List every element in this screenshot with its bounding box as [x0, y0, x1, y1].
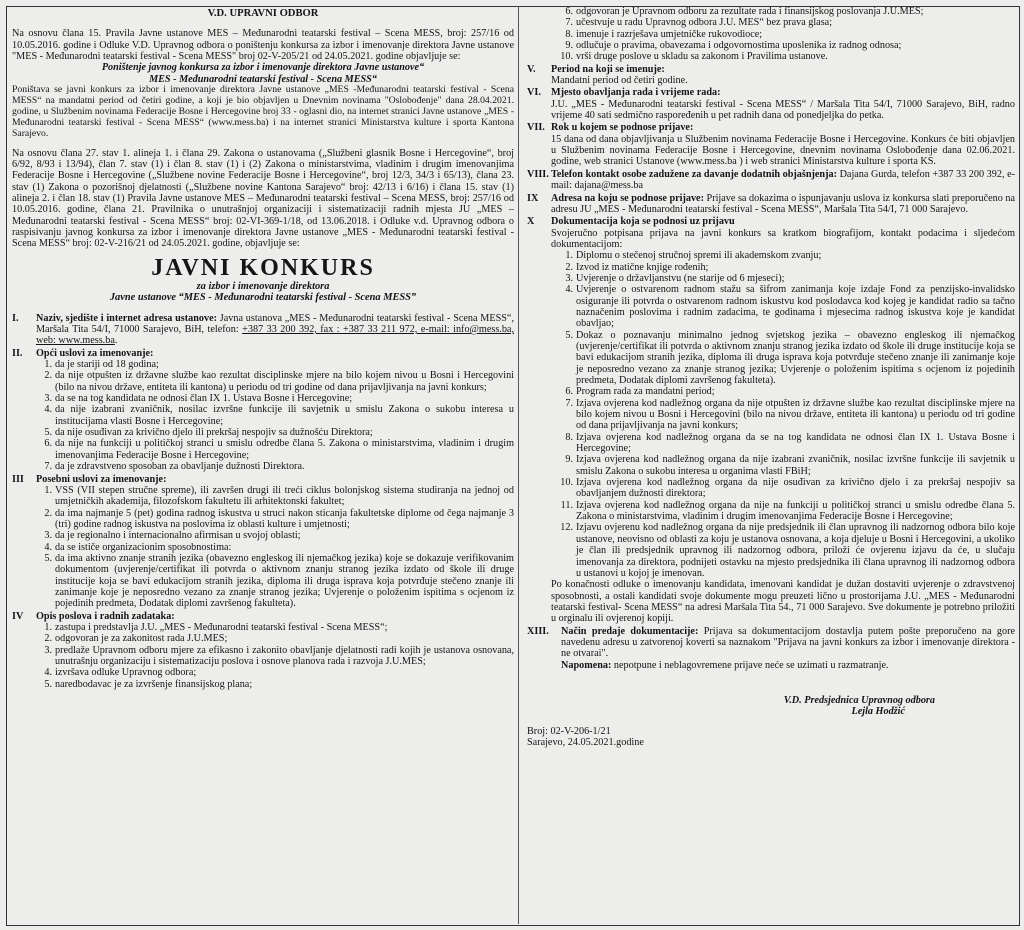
list-item — [551, 250, 1015, 261]
list-item-number: 12. — [560, 522, 573, 534]
list-item-text: Uvjerenje o državljanstvu (ne starije od 6 mjeseci); — [576, 272, 785, 284]
list-item-text: Program rada za mandatni period; — [576, 386, 715, 398]
list-item-number: 1. — [565, 250, 573, 262]
section-7 — [527, 122, 1015, 133]
list-item-number: 10. — [560, 477, 573, 489]
list-item-text: naredbodavac je za izvršenje finansijskog plana; — [55, 678, 253, 690]
section-10-final: Po konačnosti odluke o imenovanju kandidata, imenovani kandidat je dužan dostaviti uvjerenje o zdravstvenoj sposobnosti, a ostali kandidati svoje dokumente mogu preuzeti lično u prostorijama J.U. „MES - Međunarodni teatarski festival- Scena MESS“ na adresi Maršala Tita 54., 71 000 Sarajevo. Sve dokumente je potrebno priložiti u orginalu ili ovjerenoj kopiji. — [551, 579, 1015, 625]
list-item-number: 9. — [565, 40, 573, 52]
konkurs-subtitle-2: Javne ustanove “MES - Međunarodni teatarski festival - Scena MESS” — [109, 292, 417, 304]
list-item — [36, 359, 514, 370]
list-item — [36, 667, 514, 678]
list-item-text: učestvuje u radu Upravnog odbora J.U. MES“ bez prava glasa; — [576, 17, 833, 29]
list-item — [36, 542, 514, 553]
section-9-label: Adresa na koju se podnose prijave: — [551, 192, 704, 204]
list-item — [551, 330, 1015, 387]
list-item-number: 6. — [565, 386, 573, 398]
list-item-number: 2. — [565, 261, 573, 273]
section-4-list-continued — [527, 6, 1015, 63]
list-item-text: predlaže Upravnom odboru mjere za efikasno i zakonito obavljanje djelatnosti radi kojih je ustanova osnovana, unutrašnju organizaciju i sistematizaciju poslova i osnove planova rada i razvoja J.U.MES; — [55, 644, 514, 667]
list-item-text: Uvjerenje o ostvarenom radnom stažu sa šifrom zanimanja koje izdaje Fond za penzijsko-invalidsko osiguranje ili potvrda o ostvarenom radnom iskustvu kod poslodavca kod kojeg je kandidat radio sa tačno naznačenim poslovima i radnim zadacima, te godinama i mjesecima radnog iskustva koje je kandidat obavljao; — [576, 284, 1015, 330]
section-5-text: Mandatni period od četiri godine. — [551, 75, 688, 87]
section-1 — [12, 313, 514, 347]
section-10-list — [527, 250, 1015, 579]
list-item — [551, 477, 1015, 500]
section-1-end: . — [114, 335, 118, 347]
list-item-number: 8. — [565, 28, 573, 40]
section-1-text: Javna ustanova „MES - Međunarodni teatarski festival - Scena MESS“, Maršala Tita 54/I, 71000 Sarajevo, BiH, telefon: — [36, 312, 514, 336]
list-item-text: da ima najmanje 5 (pet) godina radnog iskustva u struci nakon sticanja fakultetske diplome od čega najmanje 3 (tri) godine radnog iskustva na poslovima iz oblasti kulture i umjetnosti; — [55, 507, 514, 530]
section-13-text: Prijava sa dokumentacijom dostavlja putem pošte preporučeno na gore navedenu adresu u zatvorenoj koverti sa naznakom "Prijava na javni konkurs za izbor i imenovanje direktora - ne otvarai". — [561, 625, 1015, 660]
left-column — [12, 0, 514, 930]
list-item-text: Izjava ovjerena kod nadležnog organa da se na tog kandidata ne odnosi član IX 1. Ustava Bosne i Hercegovine; — [576, 431, 1015, 455]
section-10-intro: Svojeručno potpisana prijava na javni konkurs sa kratkom biografijom, kontakt podacima i sljedećom dokumentacijom: — [551, 227, 1015, 250]
list-item-number: 6. — [44, 438, 52, 450]
section-13-label: Način predaje dokumentacije: — [561, 625, 699, 637]
section-9 — [527, 193, 1015, 216]
list-item-text: VSS (VII stepen stručne spreme), ili završen drugi ili treći ciklus bolonjskog sistema studiranja na jednoj od umjetničkih akademija, filozofskom fakultetu ili arhitektonski fakultet; — [55, 484, 514, 508]
section-9-number: IX — [527, 192, 539, 204]
section-8-label: Telefon kontakt osobe zadužene za davanje dodatnih objašnjenja: — [551, 168, 837, 180]
section-8-text: Dajana Gurda, telefon +387 33 200 392, e-mail: dajana@mess.ba — [551, 168, 1015, 192]
list-item-text: odgovoran je za zakonitost rada J.U.MES; — [55, 633, 228, 645]
list-item-text: da nije na funkciji u političkoj stranci u smislu odredbe člana 5. Zakona o ministarstvima, vladinim i drugim imenovanjima Federacije Bosne i Hercegovine; — [55, 438, 514, 461]
list-item-number: 7. — [565, 17, 573, 29]
list-item-number: 4. — [44, 541, 52, 553]
section-10 — [527, 216, 1015, 227]
list-item-text: Izvod iz matične knjige rođenih; — [576, 261, 709, 273]
list-item-number: 4. — [44, 667, 52, 679]
list-item — [36, 485, 514, 508]
list-item — [551, 522, 1015, 579]
note-label: Napomena: — [561, 659, 612, 671]
list-item-text: odgovoran je Upravnom odboru za rezultate rada i finansijskog poslovanja J.U.MES; — [576, 6, 924, 17]
reference-date: Sarajevo, 24.05.2021.godine — [527, 736, 644, 748]
list-item — [36, 370, 514, 393]
section-6 — [527, 87, 1015, 98]
list-item — [36, 438, 514, 461]
list-item-text: zastupa i predstavlja J.U. „MES - Međunarodni teatarski festival - Scena MESS“; — [55, 621, 388, 633]
section-3-title: Posebni uslovi za imenovanje: — [36, 473, 167, 485]
section-13-number: XIII. — [527, 625, 549, 637]
contact-link[interactable]: +387 33 200 392, fax : +387 33 211 972, e-mail: info@mess.ba, web: www.mess.ba — [36, 324, 514, 347]
list-item — [551, 432, 1015, 455]
list-item-text: Izjavu ovjerenu kod nadležnog organa da nije predsjednik ili član upravnog ili nadzornog odbora bilo koje ustanove, neovisno od oblasti za koju je ustanova osnovana, a koja djeluje u Bosni i Hercegovini, a ukoliko je član ili predsjednik upravnog ili nadzornog odbora, priloži će ovjerenu izjavu da će, u slučaju imenovanja za direktora, podnijeti ostavku na mjesto predsjednika ili člana upravnog ili nadzornog odbora u ustanovi u kojoj je imenovan. — [576, 522, 1015, 579]
signature-name: Lejla Hodžić — [851, 706, 905, 718]
section-6-text: J.U. „MES - Međunarodni teatarski festival - Scena MESS“ / Maršala Tita 54/I, 71000 Sarajevo, BiH, radno vrijeme 40 sati sedmično raspoređenih u pet radnih dana od ponedjeljka do petka. — [551, 98, 1015, 122]
section-4 — [12, 611, 514, 622]
intro-paragraph-2: Na osnovu člana 27. stav 1. alineja 1. i člana 29. Zakona o ustanovama („Službeni glasnik Bosne i Hercegovine“, broj 6/92, 8/93 i 13/94), član 7. stav (1) i član 8. stav (1) i (2) Zakona o ministarstvima, vladinim i drugim imenovanjima Federacije Bosne i Hercegovine („Službene novine Federacije Bosne i Hercegovine“, broj 12/3, 34/3 i 65/13), člana 23. stav (1) Zakona o pozorišnoj djelatnosti („Službene novine Kantona Sarajevo“ broj: 42/13 i 6/16) i člana 15. stav (1) alineja 2. i član 18. stav (1) Pravila Javne ustanove MES – Međunarodni teatarski festival – Scena MESS, broj: 257/16 od 10.05.2016. godine, člana 21. Pravilnika o unutrašnjoj organizaciji i sistematizaciji radnih mjesta JU „MES – Međunarodni teatarski festival - Scena MESS“ broj: 02-VI-369-1/18, od 13.06.2018. i Odluke v.d. Upravnog odbora o raspisivanju javnog konkursa za izbor i imenovanje direktora Javne ustanove „MES - Međunarodni teatarski festival - Scena MESS“ broj: 02-V-216/21 od 24.05.2021. godine, objavljuje se: — [12, 147, 514, 250]
list-item — [551, 40, 1015, 51]
section-5 — [527, 64, 1015, 75]
section-4-list — [12, 622, 514, 690]
section-1-label: Naziv, sjedište i internet adresa ustanove: — [36, 312, 218, 324]
section-4-title: Opis poslova i radnih zadataka: — [36, 610, 175, 622]
list-item-number: 4. — [44, 404, 52, 416]
konkurs-title: JAVNI KONKURS — [151, 254, 375, 281]
section-9-text: Prijave sa dokazima o ispunjavanju uslova iz konkursa slati preporučeno na adresu JU „MES - Međunarodni teatarski festival - Scena MESS“, Maršala Tita 54/I, 71 000 Sarajevo. — [551, 192, 1015, 215]
list-item — [36, 461, 514, 472]
list-item-number: 1. — [44, 359, 52, 371]
list-item-number: 3. — [44, 393, 52, 405]
list-item-text: da je stariji od 18 godina; — [55, 359, 159, 371]
cancel-title: Poništenje javnog konkursa za izbor i imenovanje direktora Javne ustanove“ — [101, 62, 425, 74]
list-item — [36, 427, 514, 438]
list-item-text: Diplomu o stečenoj stručnoj spremi ili akademskom zvanju; — [576, 250, 822, 262]
list-item-number: 8. — [565, 431, 573, 443]
section-2-title: Opći uslovi za imenovanje: — [36, 347, 154, 359]
list-item-text: da je regionalno i internacionalno afirmisan u svojoj oblasti; — [55, 530, 301, 542]
list-item — [36, 622, 514, 633]
list-item-number: 11. — [560, 499, 573, 511]
list-item-text: Dokaz o poznavanju minimalno jednog svjetskog jezika – obavezno engleskog ili njemačkog (uvjerenje/certifikat ili potvrda o aktivnom znanju stranog jezika izdato od škole ili druge institucije koja se bavi edukacijom stranih jezika, diploma ili druga isprava koja potvrđuje stečeno znanje ili zanimanje koje je neposredno vezano za znanje stranog jezika; Uvjerenje o položenim ispitima s ocjenom iz pojedinih predmeta, Dodatak diplomi završenog fakulteta). — [576, 329, 1015, 386]
section-3 — [12, 474, 514, 485]
list-item-number: 5. — [44, 427, 52, 439]
list-item-number: 7. — [565, 397, 573, 409]
list-item-number: 6. — [565, 6, 573, 17]
list-item — [551, 454, 1015, 477]
list-item-number: 5. — [44, 678, 52, 690]
section-8-number: VIII. — [527, 168, 549, 180]
list-item — [36, 633, 514, 644]
list-item-text: imenuje i razrješava umjetničke rukovodioce; — [576, 28, 763, 40]
list-item-text: izvršava odluke Upravnog odbora; — [55, 667, 197, 679]
list-item-text: da se na tog kandidata ne odnosi član IX 1. Ustava Bosne i Hercegovine; — [55, 393, 353, 405]
header-upravni-odbor: V.D. UPRAVNI ODBOR — [207, 8, 319, 19]
list-item-number: 2. — [44, 370, 52, 382]
section-6-number: VI. — [527, 87, 541, 99]
list-item-number: 3. — [565, 272, 573, 284]
section-2-list — [12, 359, 514, 472]
list-item-number: 4. — [565, 284, 573, 296]
section-13 — [527, 626, 1015, 660]
list-item — [551, 51, 1015, 62]
section-4-number: IV — [12, 610, 24, 622]
list-item-number: 5. — [44, 552, 52, 564]
section-10-number: X — [527, 216, 535, 228]
list-item — [36, 404, 514, 427]
list-item — [551, 17, 1015, 28]
list-item-number: 1. — [44, 484, 52, 496]
section-3-number: III — [12, 473, 24, 485]
cancel-title-2: MES - Međunarodni teatarski festival - Scena MESS“ — [149, 73, 377, 85]
column-divider — [518, 6, 519, 924]
section-7-number: VII. — [527, 122, 545, 134]
section-2 — [12, 348, 514, 359]
list-item-text: Izjava ovjerena kod nadležnog organa da nije na funkciji u političkoj stranci u smislu odredbe člana 5. Zakona o ministarstvima, vladinim i drugim imenovanjima Federacije Bosne i Hercegovine; — [576, 499, 1015, 523]
section-10-title: Dokumentacija koja se podnosi uz prijavu — [551, 216, 735, 228]
section-1-number: I. — [12, 312, 19, 324]
list-item — [36, 530, 514, 541]
list-item — [36, 393, 514, 404]
list-item-number: 7. — [44, 461, 52, 473]
section-8 — [527, 169, 1015, 192]
reference-number: Broj: 02-V-206-1/21 — [527, 725, 611, 737]
list-item — [551, 398, 1015, 432]
list-item — [551, 262, 1015, 273]
list-item-text: da nije osuđivan za krivično djelo ili prekršaj nespojiv sa dužnošću Direktora; — [55, 427, 373, 439]
cancel-paragraph: Poništava se javni konkurs za izbor i imenovanje direktora Javne ustanove „MES -Međunarodni teatarski festival - Scena MESS“ na mandatni period od četiri godine, a koji je bio objavljen u Dnevnim novinama "Oslobođenje" dana 28.04.2021. godine, u Službenim novinama Federacije Bosne i Hercegovine broj 33 - oglasni dio, na internet stranici Javne ustanove „MES - Međunarodni teatarski festival - Scena MESS“ (www.mess.ba) i na internet stranici Ministarstva kulture i sporta Kantona Sarajevo. — [12, 84, 514, 139]
list-item-number: 2. — [44, 633, 52, 645]
list-item — [551, 500, 1015, 523]
intro-paragraph-1: Na osnovu člana 15. Pravila Javne ustanove MES – Međunarodni teatarski festival – Scena MESS, broj: 257/16 od 10.05.2016. godine i Odluke V.D. Upravnog odbora o poništenju konkursa za izbor i imenovanje direktora Javne ustanove "MES - Međunarodni teatarski festival - Scena MESS" broj 02-V-205/21 od 24.05.2021. godine objavljuje se: — [12, 28, 514, 63]
signature-title: V.D. Predsjednica Upravnog odbora — [783, 694, 935, 706]
section-3-list — [12, 485, 514, 610]
list-item — [551, 29, 1015, 40]
list-item-number: 5. — [565, 329, 573, 341]
section-7-text: 15 dana od dana objavljivanja u Službenim novinama Federacije Bosne i Hercegovine. Konkurs će biti objavljen u Službenim novinama Federacije Bosne i Hercegovine, dnevnim novinama Oslobođenje dana 02.06.2021. godine, web stranici Ustanove (www.mess.ba ) i web stranici Ministarstva kulture i sporta KS. — [551, 133, 1015, 168]
section-5-number: V. — [527, 63, 536, 75]
list-item-text: Izjava ovjerena kod nadležnog organa da nije otpušten iz državne službe kao rezultat disciplinske mjere na bilo kojem nivou u Bosni i Hercegovini (bilo na nivou države, entiteta ili kantona) u periodu od tri godine od dana prijavljivanja na javni konkurs; — [576, 397, 1015, 432]
konkurs-subtitle-1: za izbor i imenovanje direktora — [196, 280, 330, 292]
section-6-title: Mjesto obavljanja rada i vrijeme rada: — [551, 87, 721, 99]
list-item-number: 9. — [565, 454, 573, 466]
note-text: nepotpune i neblagovremene prijave neće se uzimati u razmatranje. — [611, 659, 889, 671]
list-item-number: 2. — [44, 507, 52, 519]
list-item-text: vrši druge poslove u skladu sa zakonom i Pravilima ustanove. — [576, 51, 828, 63]
section-5-title: Period na koji se imenuje: — [551, 63, 665, 75]
list-item — [551, 6, 1015, 17]
list-item-text: Izjava ovjerena kod nadležnog organa da nije izabrani zvaničnik, nosilac izvršne funkcije ili savjetnik u smislu Zakona o sukobu interesa u organima vlasti FBiH; — [576, 454, 1015, 477]
list-item-text: da se ističe organizacionim sposobnostima: — [55, 541, 232, 553]
list-item — [551, 386, 1015, 397]
list-item — [36, 508, 514, 531]
list-item-text: da je zdravstveno sposoban za obavljanje dužnosti Direktora. — [55, 461, 305, 473]
list-item — [36, 679, 514, 690]
list-item-text: Izjava ovjerena kod nadležnog organa da nije osuđivan za krivično djelo i za prekršaj nespojiv sa obavljanjem dužnosti direktora; — [576, 477, 1015, 500]
list-item — [551, 273, 1015, 284]
section-7-title: Rok u kojem se podnose prijave: — [551, 122, 694, 134]
list-item-text: da ima aktivno znanje stranih jezika (obavezno engleskog ili njemačkog jezika) koje se dokazuje verifikovanim dokumentom (uvjerenje/certifikat ili potvrda o aktivnom znanju stranog jezika izdato od škole ili druge institucije koja se bavi edukacijom stranih jezika, diploma ili druga isprava koja potvrđuje stečeno znanje ili zanimanje koje je neposredno vezano za znanje stranog jezika; Uvjerenje o položenim ispitima s ocjenom iz pojedinih predmeta, Dodatak diplomi završenog fakulteta). — [55, 552, 514, 610]
list-item-number: 3. — [44, 644, 52, 656]
list-item-text: da nije otpušten iz državne službe kao rezultat disciplinske mjere na bilo kojem nivou u Bosni i Hercegovini (bilo na nivou države, entiteta ili kantona) u periodu od tri godine od dana prijavljivanja na javni konkurs; — [55, 370, 514, 393]
list-item-number: 3. — [44, 530, 52, 542]
right-column — [527, 0, 1015, 930]
list-item-text: da nije izabrani zvaničnik, nosilac izvršne funkcije ili savjetnik u smislu Zakona o sukobu interesa u institucijama vlasti Bosne i Hercegovine; — [55, 404, 514, 427]
list-item — [551, 284, 1015, 329]
list-item-text: odlučuje o pravima, obavezama i odgovornostima uposlenika iz radnog odnosa; — [576, 40, 902, 52]
section-2-number: II. — [12, 347, 23, 359]
list-item-number: 1. — [44, 621, 52, 633]
list-item — [36, 553, 514, 610]
list-item-number: 10. — [560, 51, 573, 63]
list-item — [36, 645, 514, 668]
